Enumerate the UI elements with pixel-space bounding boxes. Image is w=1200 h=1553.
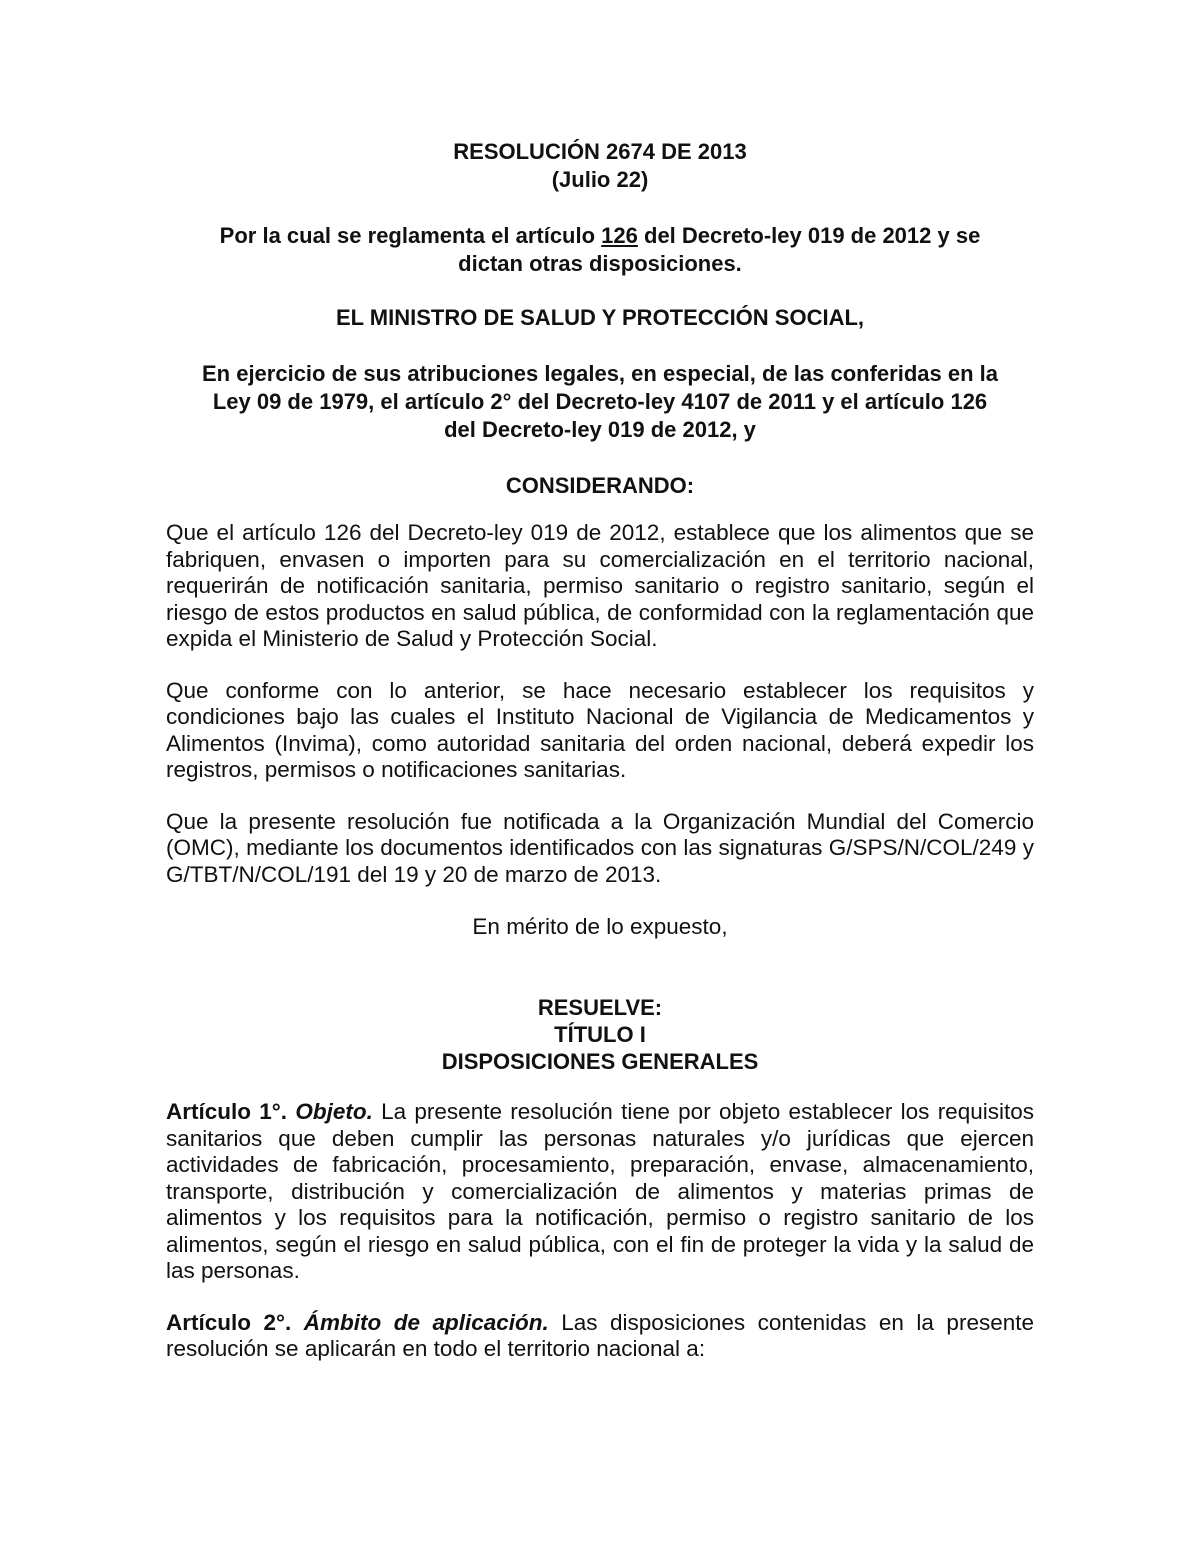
resuelve-label: RESUELVE: — [537, 995, 663, 1020]
document-body — [166, 138, 1034, 1363]
article-2-label: Artículo 2°. — [166, 1309, 292, 1335]
powers-line-3: del Decreto-ley 019 de 2012, y — [444, 417, 756, 442]
considerando-paragraph-1: Que el artículo 126 del Decreto-ley 019 de 2012, establece que los alimentos que se fabriquen, envasen o importen para su comercialización en el territorio nacional, requerirán de notificación sanitaria, permiso sanitario o registro sanitario, según el riesgo de estos productos en salud pública, de conformidad con la reglamentación que expida el Ministerio de Salud y Protección Social. — [166, 520, 1034, 651]
article-2-text: Las disposiciones contenidas en la presente resolución se aplicarán en todo el territorio nacional a: — [166, 1309, 1034, 1361]
titulo-name: DISPOSICIONES GENERALES — [441, 1049, 759, 1074]
resolution-header — [166, 138, 1034, 194]
powers-line-1: En ejercicio de sus atribuciones legales, en especial, de las conferidas en la — [201, 361, 998, 386]
subject-pre: Por la cual se reglamenta el artículo — [219, 223, 602, 248]
resolution-date: (Julio 22) — [551, 167, 649, 192]
subject-line-2: dictan otras disposiciones. — [458, 251, 742, 276]
article-2-title: Ámbito de aplicación. — [303, 1309, 549, 1335]
resolution-subject — [166, 222, 1034, 278]
considerando-heading: CONSIDERANDO: — [505, 473, 695, 498]
powers-line-2: Ley 09 de 1979, el artículo 2° del Decreto-ley 4107 de 2011 y el artículo 126 — [212, 389, 988, 414]
considerando-paragraph-2: Que conforme con lo anterior, se hace necesario establecer los requisitos y condiciones bajo las cuales el Instituto Nacional de Vigilancia de Medicamentos y Alimentos (Invima), como autoridad sanitaria del orden nacional, deberá expedir los registros, permisos o notificaciones sanitarias. — [166, 677, 1034, 782]
titulo-label: TÍTULO I — [554, 1022, 646, 1047]
considerando-paragraph-3: Que la presente resolución fue notificada a la Organización Mundial del Comercio (OMC), mediante los documentos identificados con las signaturas G/SPS/N/COL/249 y G/TBT/N/COL/191 del 19 y 20 de marzo de 2013. — [166, 808, 1034, 887]
article-126-link[interactable]: 126 — [601, 223, 638, 248]
article-2 — [166, 1310, 1034, 1363]
article-1-text: La presente resolución tiene por objeto establecer los requisitos sanitarios que deben cumplir las personas naturales y/o jurídicas que ejercen actividades de fabricación, procesamiento, preparación, envase, almacenamiento, transporte, distribución y comercialización de alimentos y materias primas de alimentos y los requisitos para la notificación, permiso o registro sanitario de los alimentos, según el riesgo en salud pública, con el fin de proteger la vida y la salud de las personas. — [166, 1099, 1034, 1283]
article-1 — [166, 1099, 1034, 1285]
authority-heading: EL MINISTRO DE SALUD Y PROTECCIÓN SOCIAL, — [335, 305, 865, 330]
article-1-title: Objeto. — [295, 1099, 373, 1124]
resolution-title: RESOLUCIÓN 2674 DE 2013 — [453, 139, 747, 164]
article-1-label: Artículo 1°. — [166, 1099, 288, 1124]
powers-statement — [166, 360, 1034, 444]
resuelve-heading — [166, 994, 1034, 1075]
subject-post: del Decreto-ley 019 de 2012 y se — [637, 223, 981, 248]
subject-line-1 — [166, 222, 1034, 250]
merito-line: En mérito de lo expuesto, — [472, 914, 728, 939]
